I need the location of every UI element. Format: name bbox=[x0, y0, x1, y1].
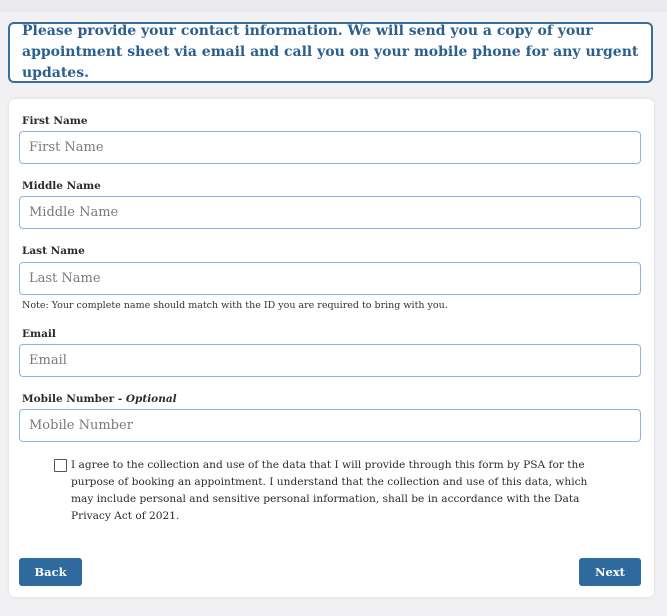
middle-name-label: Middle Name bbox=[22, 180, 101, 192]
info-notice bbox=[8, 22, 653, 83]
consent-checkbox[interactable] bbox=[54, 459, 67, 472]
name-note: Note: Your complete name should match with the ID you are required to bring with you. bbox=[22, 300, 448, 311]
email-input[interactable] bbox=[19, 344, 641, 377]
optional-tag: Optional bbox=[125, 393, 177, 405]
next-button[interactable]: Next bbox=[579, 558, 641, 586]
middle-name-input[interactable] bbox=[19, 196, 641, 229]
consent-text: I agree to the collection and use of the data that I will provide through this form by PSA for the purpose of booking an appointment. I understand that the collection and use of this data, which may include personal and sensitive personal information, shall be in accordance with the Data Privacy Act of 2021. bbox=[71, 459, 588, 522]
contact-form-card bbox=[9, 99, 654, 597]
email-label: Email bbox=[22, 328, 56, 340]
notice-text: Please provide your contact information. We will send you a copy of your appointment sheet via email and call you on your mobile phone for any urgent updates. bbox=[22, 23, 639, 81]
mobile-number-label-text: Mobile Number - bbox=[22, 393, 126, 405]
mobile-number-input[interactable] bbox=[19, 409, 641, 442]
top-strip bbox=[0, 0, 667, 12]
last-name-label: Last Name bbox=[22, 245, 85, 257]
last-name-input[interactable] bbox=[19, 262, 641, 295]
first-name-label: First Name bbox=[22, 115, 88, 127]
first-name-input[interactable] bbox=[19, 131, 641, 164]
back-button[interactable]: Back bbox=[19, 558, 82, 586]
mobile-number-label bbox=[22, 393, 177, 405]
